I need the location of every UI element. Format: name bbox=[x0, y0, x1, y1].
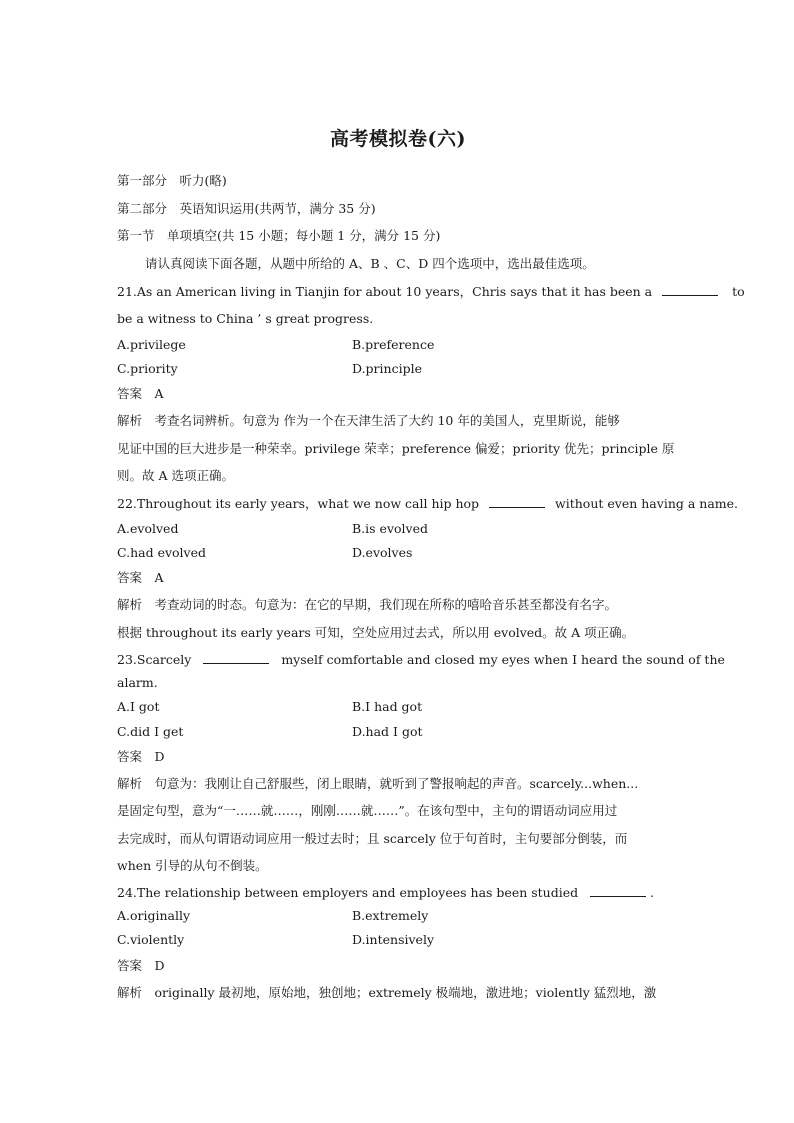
question-23-stem bbox=[117, 651, 725, 668]
analysis-line: 见证中国的巨大进步是一种荣幸。privilege 荣幸；preference 偏爱；priority 优先；principle 原 bbox=[117, 441, 675, 456]
question-22-stem bbox=[117, 495, 738, 512]
question-stem-text: myself comfortable and closed my eyes when I heard the sound of the bbox=[281, 652, 725, 667]
option-d: D.principle bbox=[352, 361, 422, 376]
question-21-stem bbox=[117, 283, 745, 300]
option-a: A.evolved bbox=[117, 521, 179, 536]
analysis-line: 解析 考查动词的时态。句意为：在它的早期，我们现在所称的嘻哈音乐甚至都没有名字。 bbox=[117, 597, 618, 612]
question-21-stem-cont: be a witness to China ’ s great progress. bbox=[117, 311, 374, 326]
analysis-line: 解析 originally 最初地，原始地，独创地；extremely 极端地，激进地；violently 猛烈地，激 bbox=[117, 985, 657, 1000]
question-stem-text: to bbox=[732, 284, 745, 299]
answer-label: 答案 D bbox=[117, 749, 165, 764]
page-title: 高考模拟卷(六) bbox=[330, 128, 466, 150]
question-stem-text: without even having a name. bbox=[555, 496, 738, 511]
question-stem-text: . bbox=[650, 885, 655, 900]
question-23-stem-cont: alarm. bbox=[117, 675, 158, 690]
option-c: C.did I get bbox=[117, 724, 184, 739]
option-d: D.had I got bbox=[352, 724, 423, 739]
instruction-text: 请认真阅读下面各题，从题中所给的 A、B 、C、D 四个选项中，选出最佳选项。 bbox=[145, 256, 595, 271]
section-part1: 第一部分 听力(略) bbox=[117, 173, 227, 188]
option-b: B.preference bbox=[352, 337, 435, 352]
section-single-choice: 第一节 单项填空(共 15 小题；每小题 1 分，满分 15 分) bbox=[117, 228, 441, 243]
answer-blank bbox=[590, 884, 646, 897]
option-a: A.I got bbox=[117, 699, 160, 714]
option-d: D.intensively bbox=[352, 932, 435, 947]
answer-label: 答案 A bbox=[117, 570, 164, 585]
option-c: C.violently bbox=[117, 932, 185, 947]
question-stem-text: 21.As an American living in Tianjin for about 10 years，Chris says that it has been a bbox=[117, 284, 653, 299]
section-part2: 第二部分 英语知识运用(共两节，满分 35 分) bbox=[117, 201, 376, 216]
option-b: B.extremely bbox=[352, 908, 429, 923]
answer-label: 答案 A bbox=[117, 386, 164, 401]
answer-blank bbox=[662, 283, 718, 296]
option-c: C.had evolved bbox=[117, 545, 207, 560]
analysis-line: 去完成时，而从句谓语动词应用一般过去时；且 scarcely 位于句首时，主句要部分倒装，而 bbox=[117, 831, 628, 846]
analysis-line: when 引导的从句不倒装。 bbox=[117, 858, 268, 873]
analysis-line: 根据 throughout its early years 可知，空处应用过去式，所以用 evolved。故 A 项正确。 bbox=[117, 625, 635, 640]
question-stem-text: 23.Scarcely bbox=[117, 652, 192, 667]
question-24-stem bbox=[117, 884, 679, 901]
answer-blank bbox=[203, 651, 269, 664]
answer-label: 答案 D bbox=[117, 958, 165, 973]
option-b: B.I had got bbox=[352, 699, 423, 714]
option-c: C.priority bbox=[117, 361, 178, 376]
question-stem-text: 22.Throughout its early years，what we now call hip hop bbox=[117, 496, 480, 511]
analysis-line: 解析 句意为：我刚让自己舒服些，闭上眼睛，就听到了警报响起的声音。scarcely...when... bbox=[117, 776, 639, 791]
answer-blank bbox=[489, 495, 545, 508]
option-a: A.originally bbox=[117, 908, 191, 923]
option-d: D.evolves bbox=[352, 545, 413, 560]
question-stem-text: 24.The relationship between employers and employees has been studied bbox=[117, 885, 579, 900]
option-a: A.privilege bbox=[117, 337, 186, 352]
analysis-line: 解析 考查名词辨析。句意为 作为一个在天津生活了大约 10 年的美国人，克里斯说，能够 bbox=[117, 413, 620, 428]
analysis-line: 则。故 A 选项正确。 bbox=[117, 468, 234, 483]
analysis-line: 是固定句型，意为“一……就……，刚刚……就……”。在该句型中，主句的谓语动词应用过 bbox=[117, 803, 618, 818]
option-b: B.is evolved bbox=[352, 521, 428, 536]
